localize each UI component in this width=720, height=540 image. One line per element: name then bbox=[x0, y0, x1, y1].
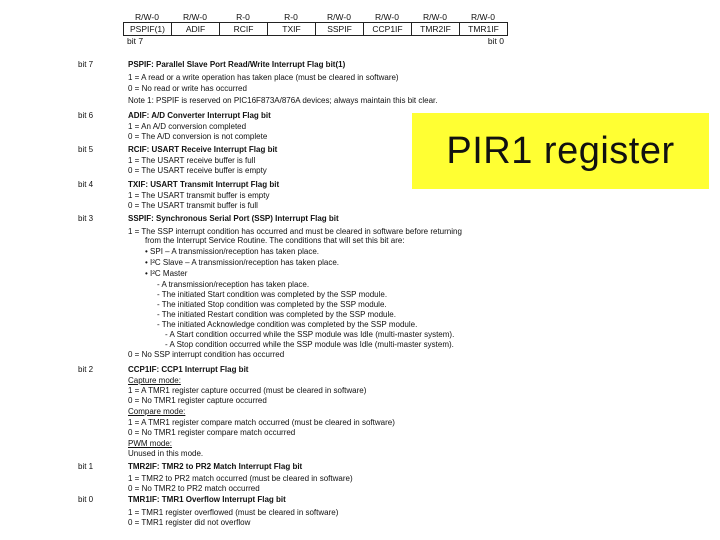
bit-right-label: bit 0 bbox=[487, 36, 504, 46]
access-cell: R/W-0 bbox=[471, 12, 495, 22]
bit-name-cell: RCIF bbox=[220, 23, 268, 35]
description-line: PSPIF: Parallel Slave Port Read/Write Interrupt Flag bit(1) bbox=[128, 60, 346, 69]
description-line: - A Start condition occurred while the SSP module was Idle (multi-master system). bbox=[165, 330, 455, 339]
bit-number-label: bit 1 bbox=[78, 462, 94, 471]
register-title-overlay bbox=[412, 113, 709, 189]
bit-number-label: bit 5 bbox=[78, 145, 94, 154]
bit-number-label: bit 6 bbox=[78, 111, 94, 120]
description-line: Note 1: PSPIF is reserved on PIC16F873A/876A devices; always maintain this bit clear. bbox=[128, 96, 438, 105]
access-cell: R-0 bbox=[284, 12, 298, 22]
description-line: 0 = TMR1 register did not overflow bbox=[128, 518, 251, 527]
description-line: - The initiated Stop condition was completed by the SSP module. bbox=[157, 300, 387, 309]
bit-name-cell: ADIF bbox=[172, 23, 220, 35]
description-line: 1 = A read or a write operation has taken place (must be cleared in software) bbox=[128, 73, 399, 82]
access-cell: R/W-0 bbox=[135, 12, 159, 22]
description-line: 1 = The SSP interrupt condition has occurred and must be cleared in software before returning bbox=[128, 227, 462, 236]
register-bit-table bbox=[123, 12, 508, 47]
description-line: 0 = No read or write has occurred bbox=[128, 84, 247, 93]
description-line: 1 = TMR1 register overflowed (must be cleared in software) bbox=[128, 508, 339, 517]
description-line: 0 = The USART transmit buffer is full bbox=[128, 201, 258, 210]
bit-name-cell: SSPIF bbox=[316, 23, 364, 35]
description-line: TMR1IF: TMR1 Overflow Interrupt Flag bit bbox=[128, 495, 286, 504]
description-line: 0 = No TMR2 to PR2 match occurred bbox=[128, 484, 260, 493]
access-cell: R/W-0 bbox=[423, 12, 447, 22]
description-line: 1 = TMR2 to PR2 match occurred (must be cleared in software) bbox=[128, 474, 353, 483]
overlay-label: PIR1 register bbox=[446, 129, 675, 172]
description-line: Capture mode: bbox=[128, 376, 181, 385]
description-line: - A Stop condition occurred while the SSP module was Idle (multi-master system). bbox=[165, 340, 454, 349]
description-line: 1 = The USART transmit buffer is empty bbox=[128, 191, 270, 200]
bit-name-cell: TMR2IF bbox=[412, 23, 460, 35]
access-cell: R-0 bbox=[236, 12, 250, 22]
description-line: 1 = An A/D conversion completed bbox=[128, 122, 247, 131]
bit-number-label: bit 3 bbox=[78, 214, 94, 223]
description-line: from the Interrupt Service Routine. The conditions that will set this bit are: bbox=[145, 236, 405, 245]
description-line: • I²C Slave – A transmission/reception has taken place. bbox=[145, 258, 340, 267]
bit-name-cell: PSPIF(1) bbox=[124, 23, 172, 35]
description-line: Unused in this mode. bbox=[128, 449, 204, 458]
bit-number-label: bit 4 bbox=[78, 180, 94, 189]
description-line: 1 = The USART receive buffer is full bbox=[128, 156, 256, 165]
description-line: Compare mode: bbox=[128, 407, 186, 416]
bit-name-cell: TMR1IF bbox=[468, 24, 499, 34]
description-line: ADIF: A/D Converter Interrupt Flag bit bbox=[128, 111, 271, 120]
bit-number-label: bit 7 bbox=[78, 60, 94, 69]
description-line: • I²C Master bbox=[145, 269, 188, 278]
access-cell: R/W-0 bbox=[327, 12, 351, 22]
description-line: 1 = A TMR1 register capture occurred (must be cleared in software) bbox=[128, 386, 367, 395]
access-cell: R/W-0 bbox=[183, 12, 207, 22]
description-line: PWM mode: bbox=[128, 439, 173, 448]
description-line: RCIF: USART Receive Interrupt Flag bit bbox=[128, 145, 278, 154]
description-line: 0 = The USART receive buffer is empty bbox=[128, 166, 267, 175]
description-line: 0 = The A/D conversion is not complete bbox=[128, 132, 268, 141]
access-row bbox=[123, 12, 508, 22]
bit-range-labels bbox=[123, 36, 508, 47]
description-line: SSPIF: Synchronous Serial Port (SSP) Interrupt Flag bit bbox=[128, 214, 339, 223]
description-line: CCP1IF: CCP1 Interrupt Flag bit bbox=[128, 365, 249, 374]
bit-number-label: bit 0 bbox=[78, 495, 94, 504]
description-line: - A transmission/reception has taken place. bbox=[157, 280, 310, 289]
description-line: - The initiated Restart condition was completed by the SSP module. bbox=[157, 310, 396, 319]
description-line: 0 = No TMR1 register capture occurred bbox=[128, 396, 267, 405]
bit-left-label: bit 7 bbox=[127, 36, 144, 46]
description-line: TMR2IF: TMR2 to PR2 Match Interrupt Flag bit bbox=[128, 462, 303, 471]
description-line: TXIF: USART Transmit Interrupt Flag bit bbox=[128, 180, 280, 189]
description-line: 0 = No TMR1 register compare match occurred bbox=[128, 428, 296, 437]
bit-name-row bbox=[123, 22, 508, 36]
bit-name-cell: TXIF bbox=[268, 23, 316, 35]
bit-number-label: bit 2 bbox=[78, 365, 94, 374]
bit-name-cell: CCP1IF bbox=[364, 23, 412, 35]
access-cell: R/W-0 bbox=[375, 12, 399, 22]
description-line: 1 = A TMR1 register compare match occurred (must be cleared in software) bbox=[128, 418, 395, 427]
description-line: • SPI – A transmission/reception has taken place. bbox=[145, 247, 320, 256]
description-line: - The initiated Start condition was completed by the SSP module. bbox=[157, 290, 388, 299]
description-line: - The initiated Acknowledge condition was completed by the SSP module. bbox=[157, 320, 418, 329]
description-line: 0 = No SSP interrupt condition has occurred bbox=[128, 350, 285, 359]
